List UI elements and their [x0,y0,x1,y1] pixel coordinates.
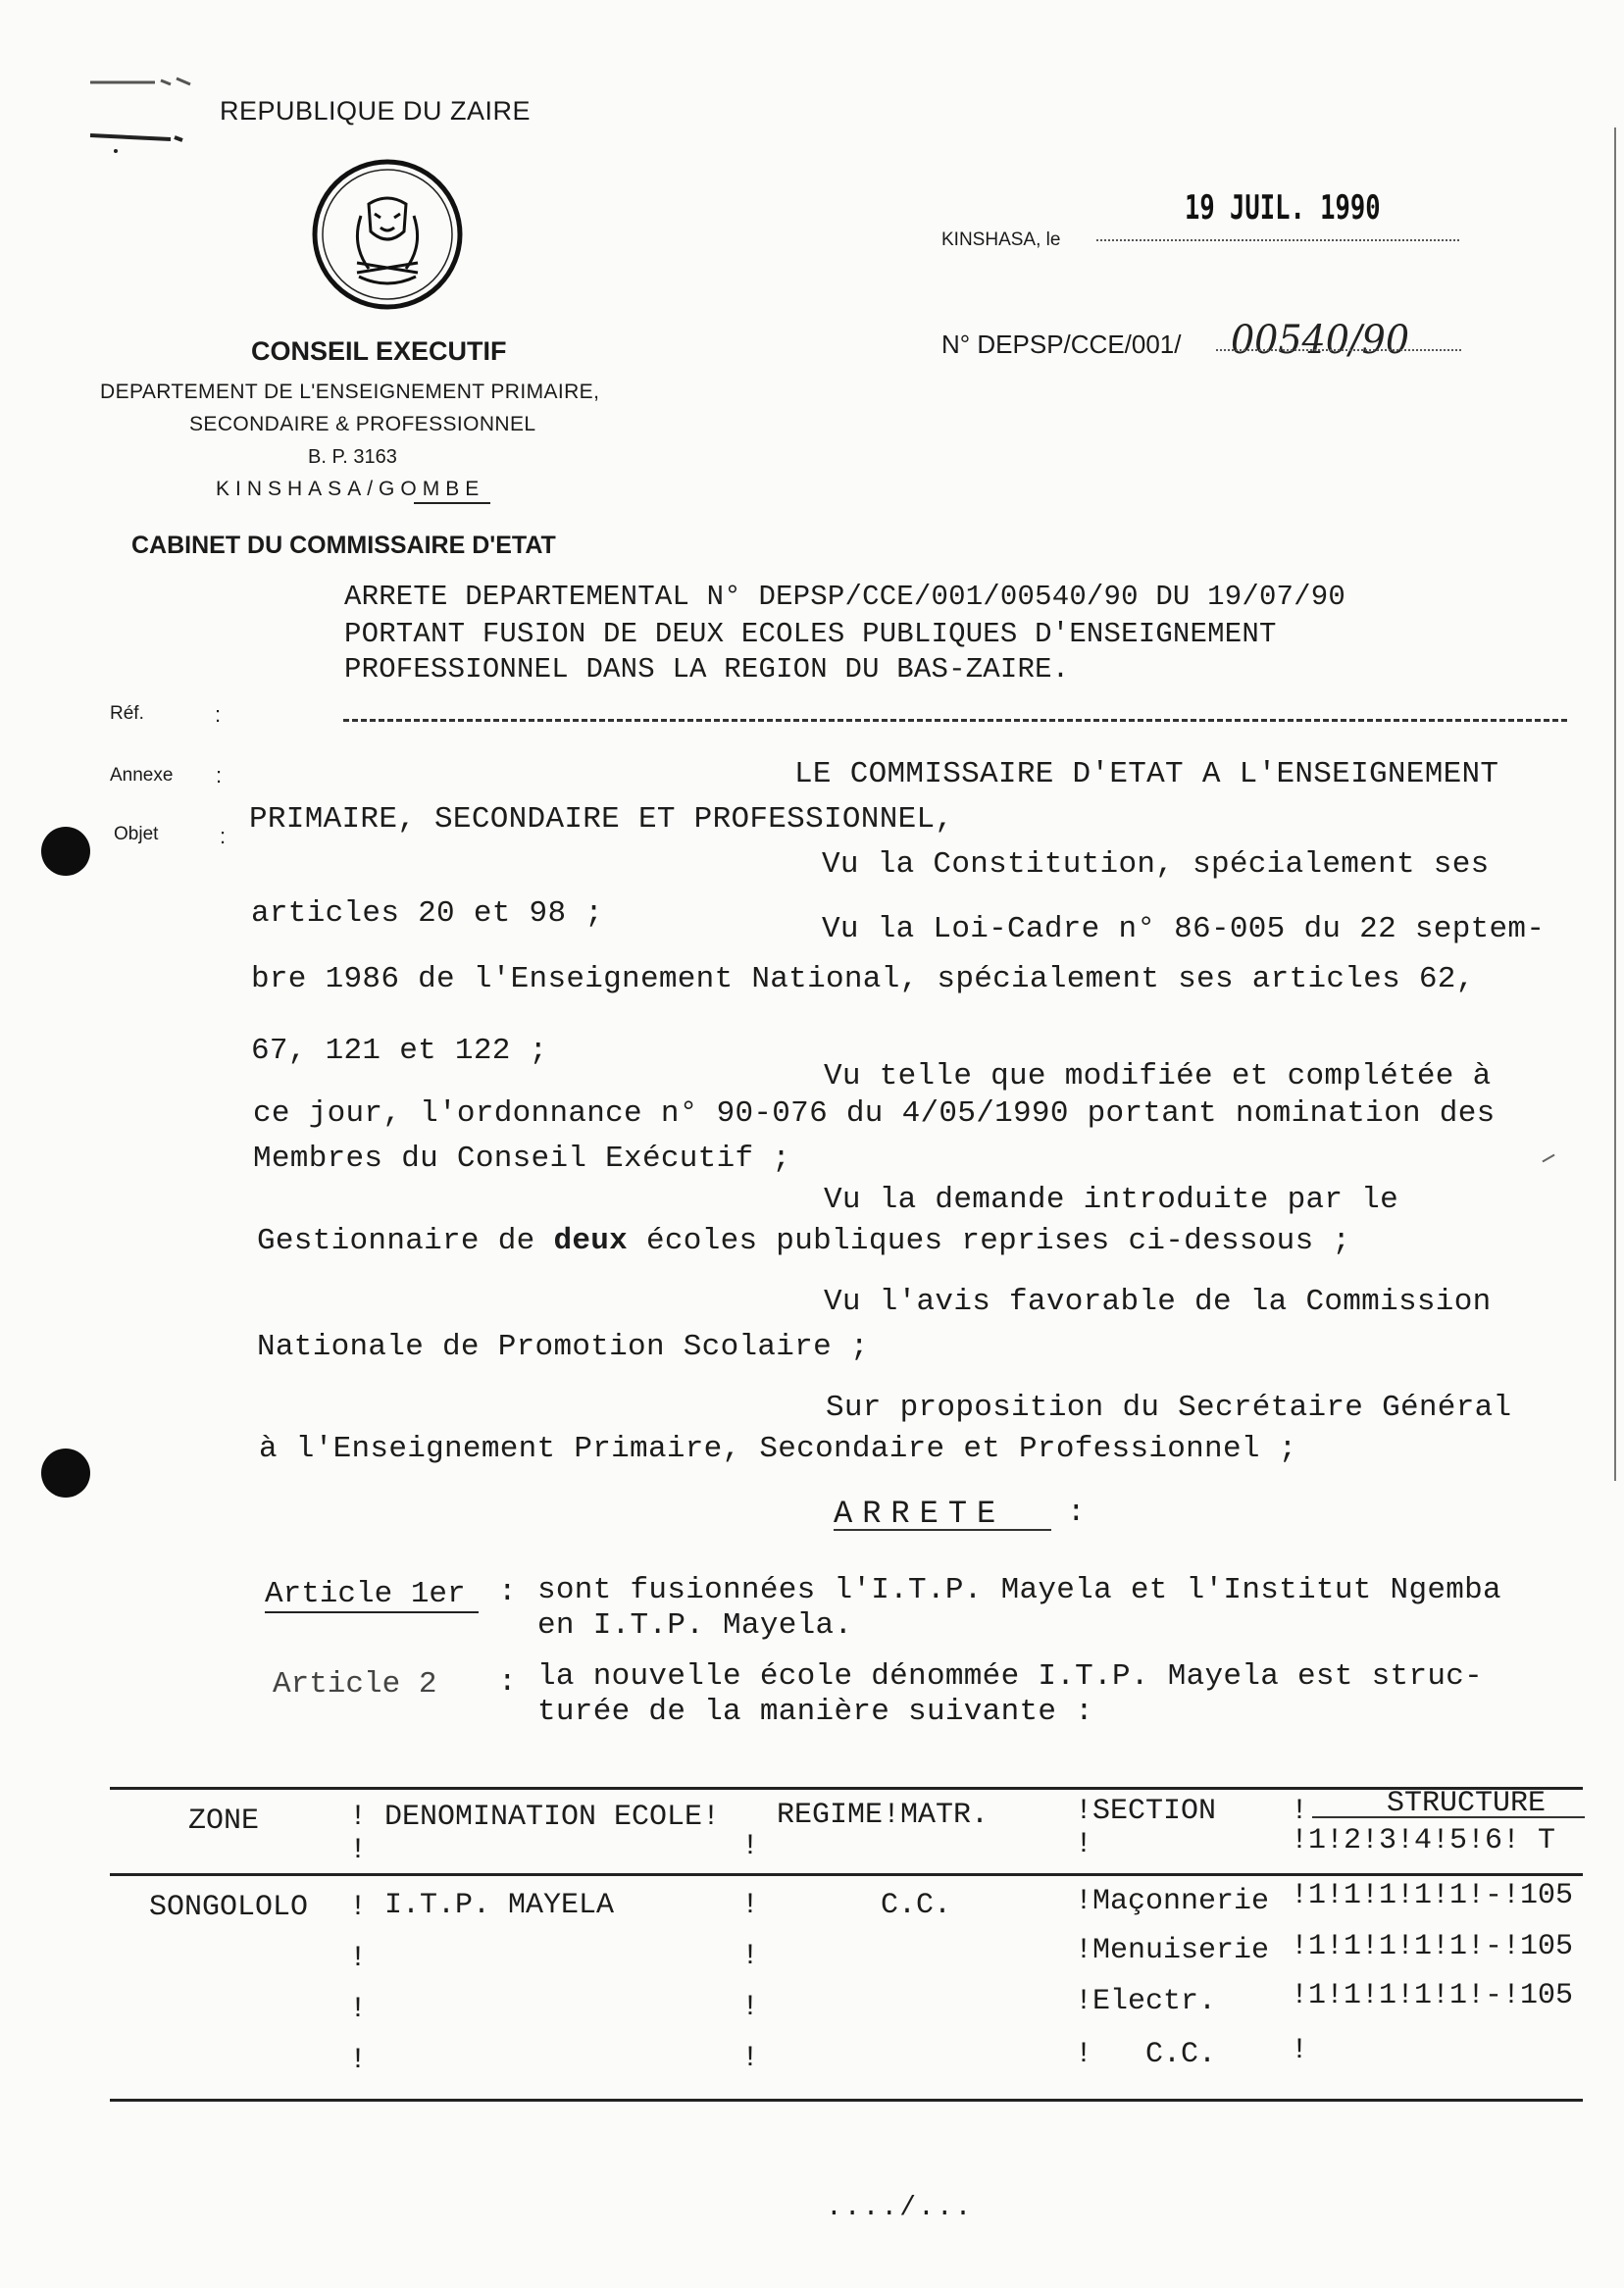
annexe-colon: : [216,763,223,788]
republic-heading: REPUBLIQUE DU ZAIRE [220,96,532,126]
article-2-sep: : [498,1665,517,1700]
article-1-underline [265,1611,479,1613]
article-1-line1: sont fusionnées l'I.T.P. Mayela et l'Institut Ngemba [537,1573,1501,1607]
table-row-1-bang: ! [349,1891,368,1924]
table-row-4-bang: ! [349,2044,368,2077]
body-p2-line2: articles 20 et 98 ; [251,896,604,931]
body-p7-line2: à l'Enseignement Primaire, Secondaire et Professionnel ; [259,1432,1297,1466]
punch-hole [41,1449,90,1498]
table-row-1-structure: !1!1!1!1!1!-!105 [1291,1879,1574,1912]
header-row2-bang: ! [349,1834,368,1867]
table-row-4-structure: ! [1291,2034,1309,2067]
table-row-3-structure: !1!1!1!1!1!-!105 [1291,1979,1574,2012]
table-row-2-bang2: ! [741,1940,760,1973]
article-2-label: Article 2 [273,1667,437,1702]
reference-dotted-line [1216,345,1461,351]
punch-hole [41,827,90,876]
body-p6-line2: Nationale de Promotion Scolaire ; [257,1330,869,1364]
title-line-3: PROFESSIONNEL DANS LA REGION DU BAS-ZAIRE. [344,653,1070,686]
handwritten-reference: 00540/90 [1231,318,1410,363]
table-header-zone: ZONE [188,1805,260,1838]
table-row-3-bang2: ! [741,1991,760,2024]
date-stamp: 19 JUIL. 1990 [1185,188,1381,228]
table-row-1-zone: SONGOLOLO [149,1891,309,1924]
table-header-section: !SECTION [1075,1795,1217,1828]
department-line-1: DEPARTEMENT DE L'ENSEIGNEMENT PRIMAIRE, [100,381,600,403]
objet-label: Objet [114,824,159,844]
table-row-1-regime: C.C. [881,1889,952,1922]
table-row-1-denomination: I.T.P. MAYELA [384,1889,615,1922]
table-header-regime: REGIME!MATR. [777,1799,990,1832]
city-line: KINSHASA/GOMBE [216,478,485,500]
title-line-1: ARRETE DEPARTEMENTAL N° DEPSP/CCE/001/00540/90 DU 19/07/90 [344,581,1345,613]
table-row-2-structure: !1!1!1!1!1!-!105 [1291,1930,1574,1963]
body-p2-line1: Vu la Constitution, spécialement ses [822,847,1490,882]
department-line-2: SECONDAIRE & PROFESSIONNEL [189,413,536,435]
annexe-label: Annexe [110,765,174,786]
table-row-4-bang2: ! [741,2042,760,2075]
arrete-underline [834,1529,1051,1531]
body-p7-line1: Sur proposition du Secrétaire Général [826,1391,1512,1425]
body-p4-line1: Vu telle que modifiée et complétée à [824,1059,1492,1093]
title-separator [343,719,1567,722]
table-bottom-rule [110,2099,1583,2102]
stray-mark [1542,1154,1554,1163]
body-p1-line1: LE COMMISSAIRE D'ETAT A L'ENSEIGNEMENT [794,757,1499,791]
table-header-structure-bang: ! [1291,1795,1309,1828]
body-p1-line2: PRIMAIRE, SECONDAIRE ET PROFESSIONNEL, [249,802,954,837]
arrete-heading: ARRETE [834,1496,1006,1532]
place-label: KINSHASA, le [941,229,1061,250]
body-p4-line2: ce jour, l'ordonnance n° 90-076 du 4/05/1990 portant nomination des [253,1096,1496,1131]
ref-label: Réf. [110,703,144,724]
body-p5-line2: Gestionnaire de deux écoles publiques reprises ci-dessous ; [257,1224,1351,1258]
body-p3-line3: 67, 121 et 122 ; [251,1034,548,1068]
body-p3-line2: bre 1986 de l'Enseignement National, spécialement ses articles 62, [251,962,1475,996]
ref-colon: : [215,702,222,727]
article-2-line2: turée de la manière suivante : [537,1695,1094,1729]
date-dotted-line [1096,226,1459,241]
article-2-line1: la nouvelle école dénommée I.T.P. Mayela est struc- [537,1659,1484,1694]
continuation-marker: ..../... [826,2193,974,2223]
table-header-structure: STRUCTURE [1387,1787,1547,1820]
margin-scribble [86,69,204,157]
article-1-sep: : [498,1575,517,1609]
table-header-structure-sub: !1!2!3!4!5!6! T [1291,1824,1556,1857]
header-row2-bang: ! [741,1830,760,1863]
table-row-1-bang2: ! [741,1889,760,1922]
reference-number-prefix: N° DEPSP/CCE/001/ [941,330,1182,359]
header-row2-bang: ! [1075,1828,1093,1861]
table-header-denomination: ! DENOMINATION ECOLE! [349,1801,721,1834]
arrete-colon: : [1067,1496,1086,1530]
objet-colon: : [220,824,227,848]
article-1-line2: en I.T.P. Mayela. [537,1608,853,1643]
council-heading: CONSEIL EXECUTIF [251,336,507,366]
page-edge-line [1614,127,1616,1481]
structure-underline [1312,1816,1585,1818]
article-1-label: Article 1er [265,1577,466,1611]
table-row-3-bang: ! [349,1993,368,2026]
table-row-3-section: !Electr. [1075,1985,1217,2018]
city-underline [414,502,490,504]
table-top-rule [110,1787,1583,1790]
table-row-4-section: ! C.C. [1075,2038,1217,2071]
body-p5-line1: Vu la demande introduite par le [824,1183,1398,1217]
table-row-2-bang: ! [349,1942,368,1975]
cabinet-heading: CABINET DU COMMISSAIRE D'ETAT [131,532,556,559]
national-emblem-icon [310,157,465,312]
title-line-2: PORTANT FUSION DE DEUX ECOLES PUBLIQUES D'ENSEIGNEMENT [344,618,1277,650]
body-p3-line1: Vu la Loi-Cadre n° 86-005 du 22 septem- [822,912,1546,946]
body-p6-line1: Vu l'avis favorable de la Commission [824,1285,1492,1319]
table-header-rule [110,1873,1583,1876]
table-row-1-section: !Maçonnerie [1075,1885,1270,1918]
table-row-2-section: !Menuiserie [1075,1934,1270,1967]
body-p4-line3: Membres du Conseil Exécutif ; [253,1142,791,1176]
po-box: B. P. 3163 [308,446,397,468]
